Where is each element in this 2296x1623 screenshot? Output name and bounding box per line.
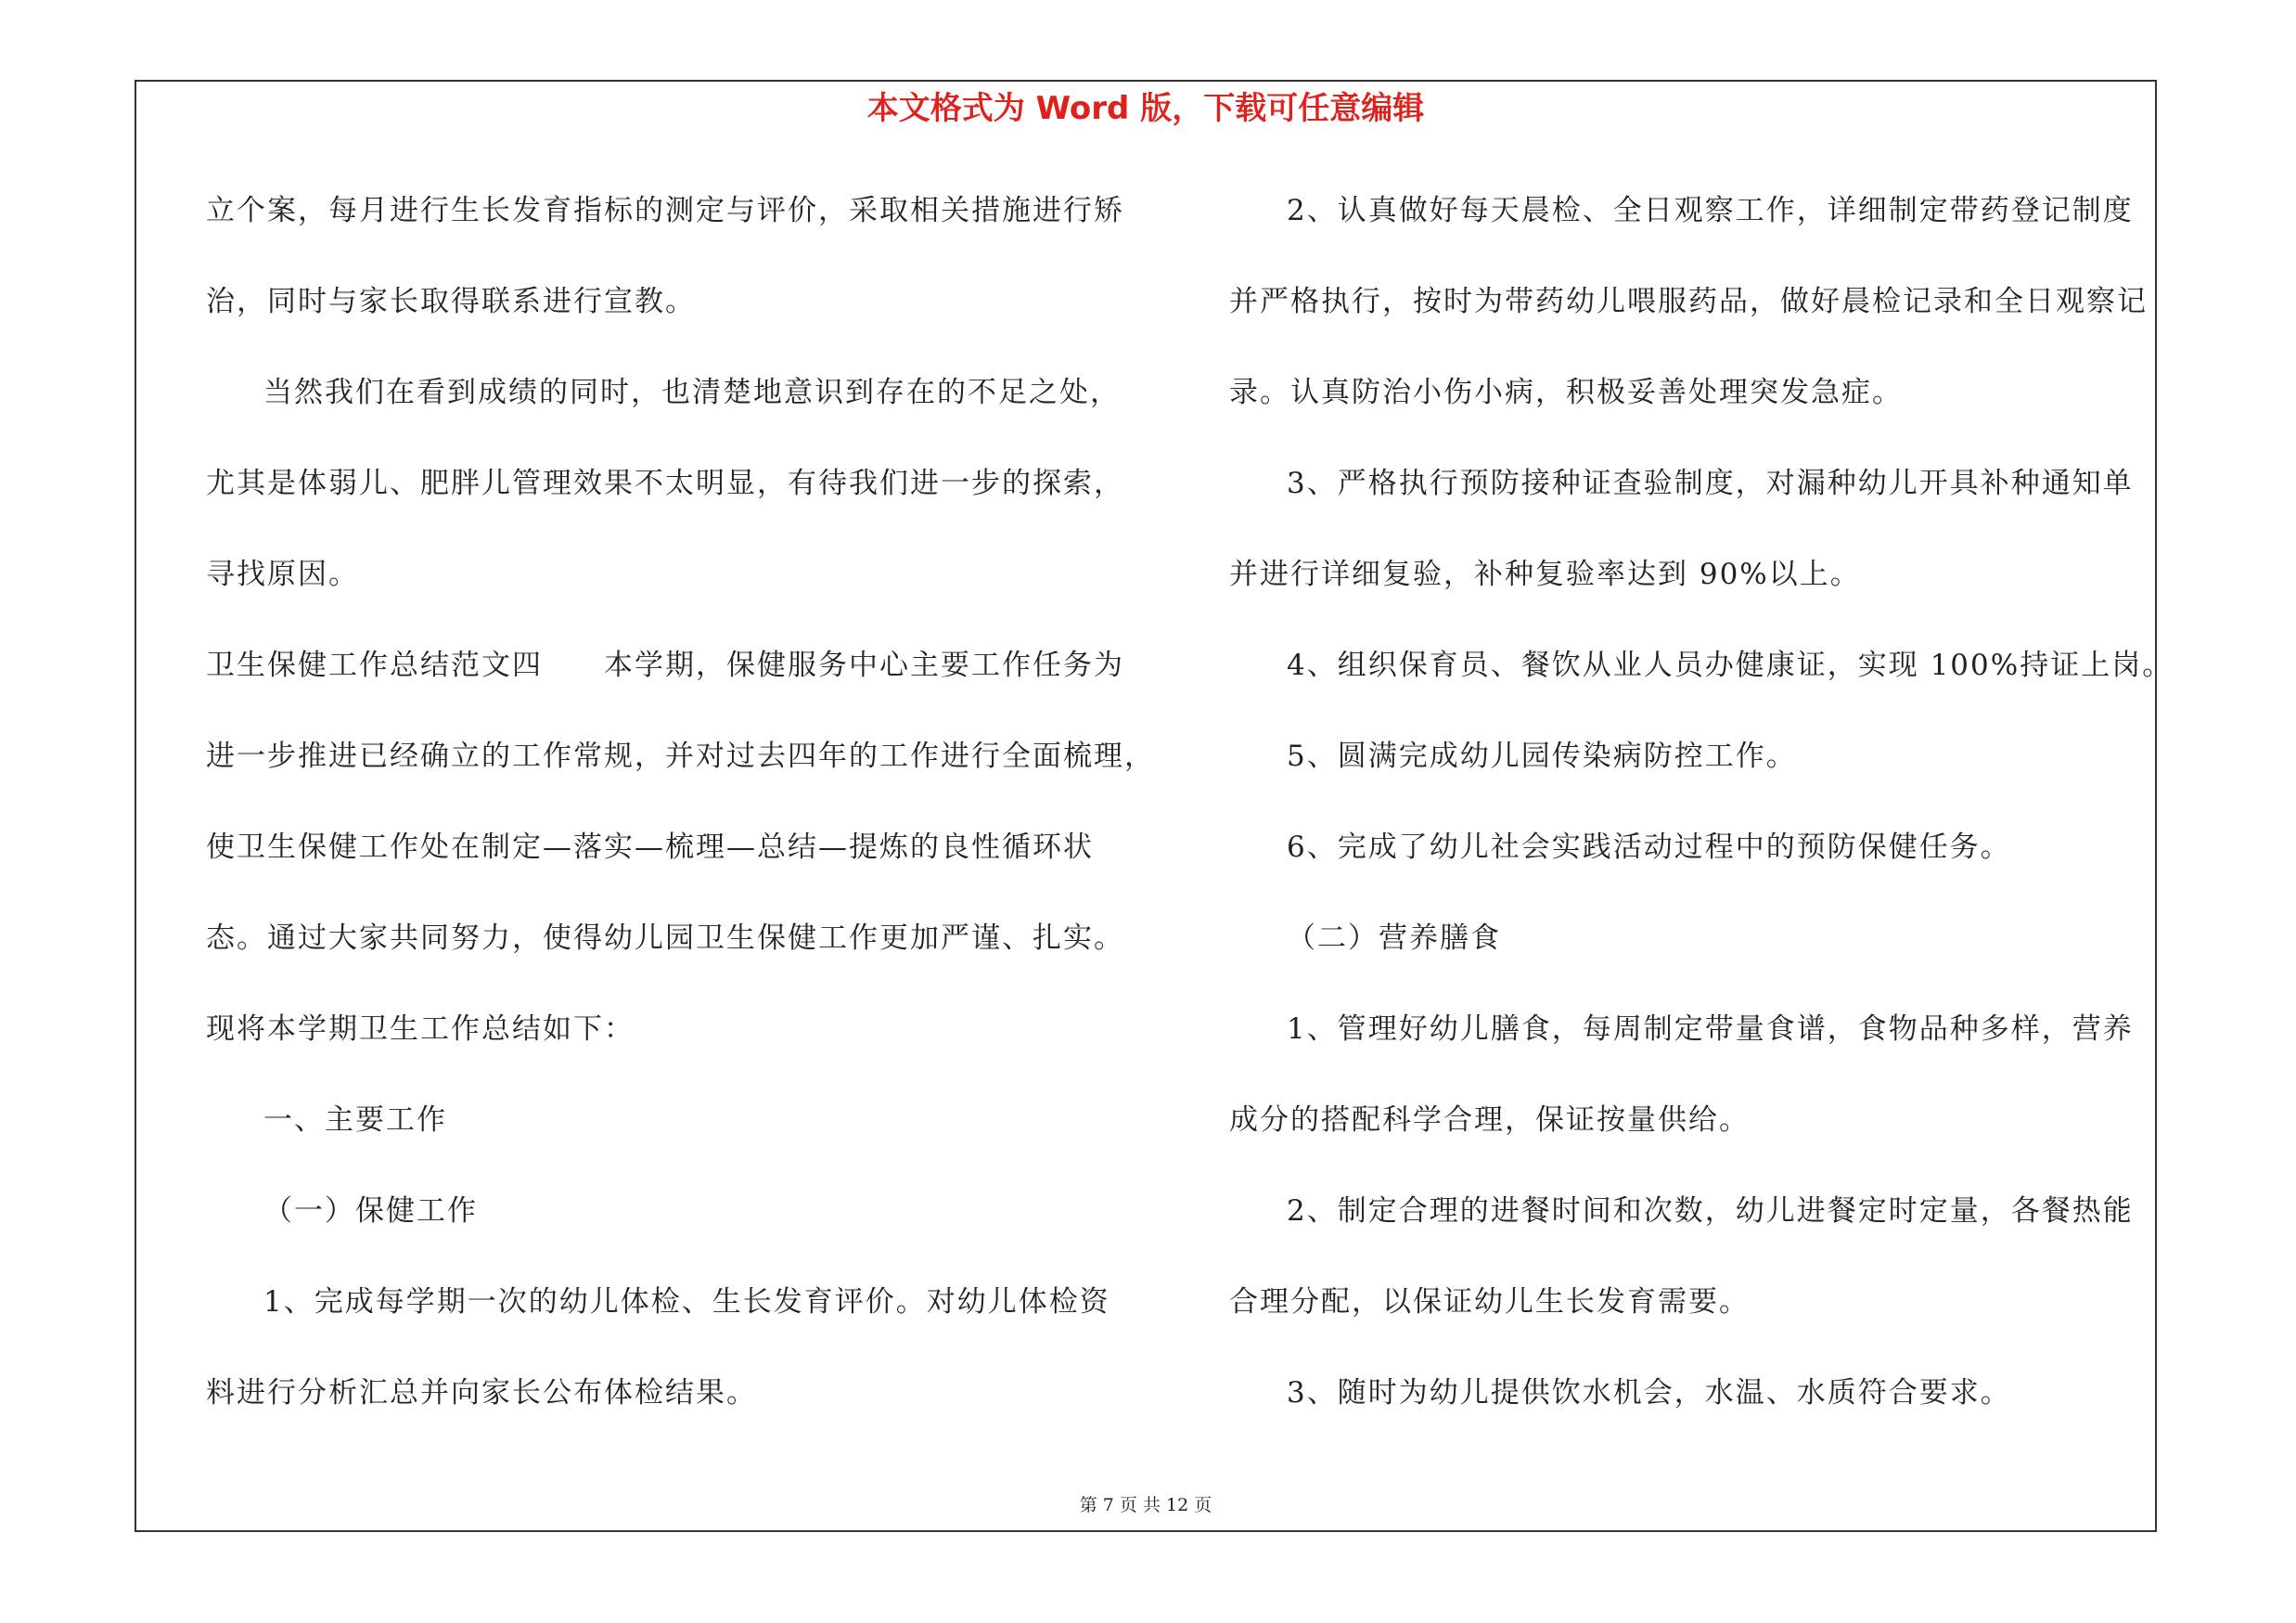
text-line: 尤其是体弱儿、肥胖儿管理效果不太明显，有待我们进一步的探索， [206,467,1124,500]
text-line: 2、制定合理的进餐时间和次数，幼儿进餐定时定量，各餐热能 [1287,1194,2134,1228]
text-line: 进一步推进已经确立的工作常规，并对过去四年的工作进行全面梳理， [206,740,1155,773]
text-line: 3、严格执行预防接种证查验制度，对漏种幼儿开具补种通知单 [1287,467,2134,500]
text-line: 立个案，每月进行生长发育指标的测定与评价，采取相关措施进行矫 [206,194,1124,227]
word-format-banner: 本文格式为 Word 版，下载可任意编辑 [866,90,1425,127]
text-line: 料进行分析汇总并向家长公布体检结果。 [206,1376,757,1410]
right-column [1229,184,2175,1457]
text-line: 6、完成了幼儿社会实践活动过程中的预防保健任务。 [1287,831,2011,864]
text-line: 并严格执行，按时为带药幼儿喂服药品，做好晨检记录和全日观察记 [1229,285,2148,318]
text-line: 5、圆满完成幼儿园传染病防控工作。 [1287,740,1797,773]
heading-health-work: （一）保健工作 [263,1194,478,1228]
heading-nutrition: （二）营养膳食 [1287,921,1501,955]
text-line: 态。通过大家共同努力，使得幼儿园卫生保健工作更加严谨、扎实。 [206,921,1124,955]
text-line: 并进行详细复验，补种复验率达到 90%以上。 [1229,558,1861,591]
section-title-line: 卫生保健工作总结范文四 本学期，保健服务中心主要工作任务为 [206,649,1124,682]
text-line: 现将本学期卫生工作总结如下： [206,1012,635,1046]
left-column [206,184,1157,1457]
text-line: 1、完成每学期一次的幼儿体检、生长发育评价。对幼儿体检资 [263,1285,1110,1319]
text-line: 录。认真防治小伤小病，积极妥善处理突发急症。 [1229,376,1903,409]
heading-main-work: 一、主要工作 [263,1103,447,1137]
text-line: 2、认真做好每天晨检、全日观察工作，详细制定带药登记制度 [1287,194,2134,227]
text-line: 3、随时为幼儿提供饮水机会，水温、水质符合要求。 [1287,1376,2011,1410]
text-line: 使卫生保健工作处在制定—落实—梳理—总结—提炼的良性循环状 [206,831,1094,864]
text-line: 当然我们在看到成绩的同时，也清楚地意识到存在的不足之处， [263,376,1121,409]
text-line: 1、管理好幼儿膳食，每周制定带量食谱，食物品种多样，营养 [1287,1012,2134,1046]
text-line: 寻找原因。 [206,558,359,591]
text-line: 成分的搭配科学合理，保证按量供给。 [1229,1103,1750,1137]
text-line: 治，同时与家长取得联系进行宣教。 [206,285,696,318]
text-line: 合理分配，以保证幼儿生长发育需要。 [1229,1285,1750,1319]
text-line: 4、组织保育员、餐饮从业人员办健康证，实现 100%持证上岗。 [1287,649,2174,682]
page-number: 第 7 页 共 12 页 [1079,1495,1212,1515]
